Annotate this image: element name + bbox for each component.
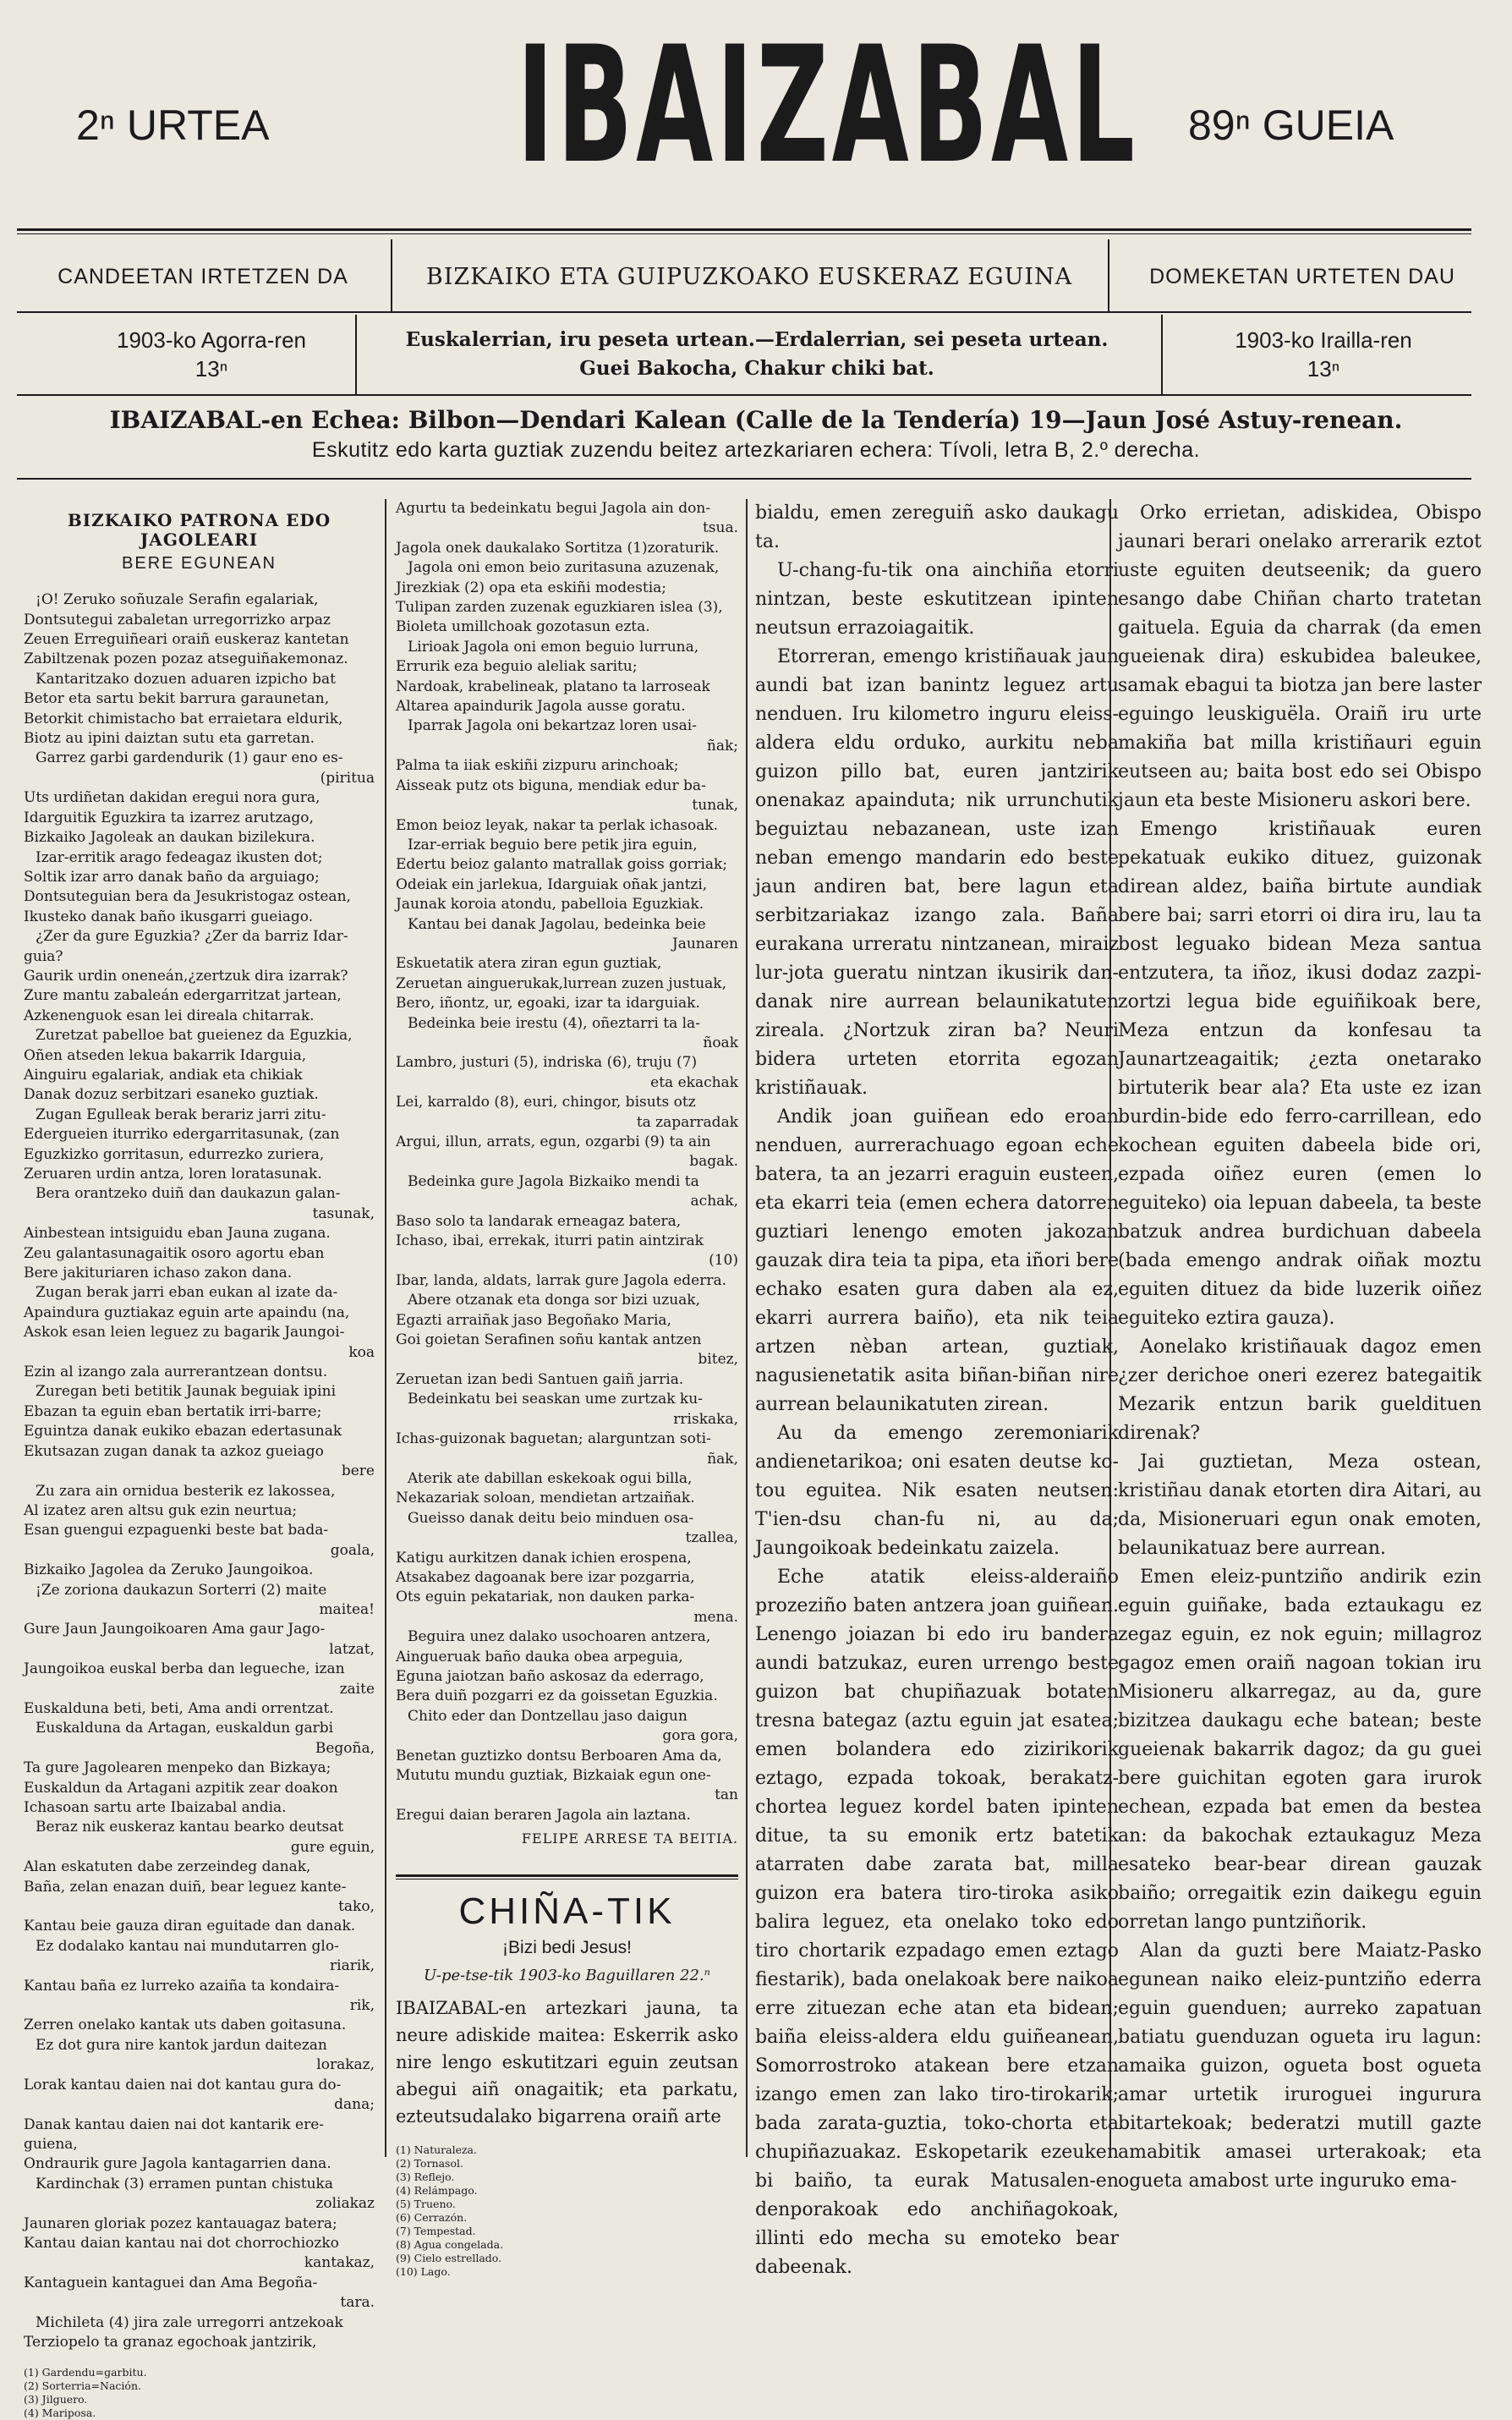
- verse-line: Zeuen Erreguiñeari oraiñ euskeraz kantetan: [24, 631, 349, 649]
- verse-line: kantakaz,: [304, 2254, 375, 2272]
- verse-line: Ondraurik gure Jagola kantagarrien dana.: [24, 2155, 331, 2173]
- verse-line: Jirezkiak (2) opa eta eskiñi modestia;: [396, 579, 667, 596]
- article-paragraph: Au da emengo zeremoniarik andienetarikoa; oni esaten deutse ko-tou eguitea. Nik esaten neutsen: T'ien-dsu chan-fu ni, au da; Jaungoikoak bedeinkatu zaizela.: [755, 1423, 1119, 1559]
- verse-line: zaite: [339, 1680, 375, 1698]
- verse-line: Azkenenguok esan lei direala chitarrak.: [24, 1007, 315, 1024]
- newspaper-title: IBAIZABAL: [517, 12, 1138, 199]
- verse-line: tunak,: [692, 797, 738, 815]
- verse-line: Oñen atseden lekua bakarrik Idarguia,: [24, 1046, 307, 1064]
- verse-line: Ebazan ta eguin eban bertatik irri-barre;: [24, 1402, 322, 1420]
- verse-line: dana;: [334, 2096, 375, 2114]
- verse-line: Ta gure Jagolearen menpeko dan Bizkaya;: [24, 1759, 331, 1777]
- office-address: IBAIZABAL-en Echea: Bilbon—Dendari Kalean (Calle de la Tendería) 19—Jaun José Astuy-renean.: [109, 406, 1403, 434]
- article-paragraph: Alan da guzti bere Maiatz-Pasko egunean naiko eleiz-puntziño ederra eguin guenduen; aurreko zapatuan batiatu guenduzan ogueta iru lagun: amaika guizon, ogueta bost ogueta amar urtetik iruroguei ingurura bitartekoak; bederatzi mutill gazte amabitik amasei urterakoak; eta ogueta amabost urte inguruko ema-: [1118, 1940, 1482, 2192]
- verse-line: Kantau bei danak Jagolau, bedeinka beie: [408, 915, 706, 933]
- verse-line: Lambro, justuri (5), indriska (6), truju (7): [396, 1054, 698, 1072]
- verse-line: guia?: [24, 947, 63, 965]
- verse-line: Izar-erritik arago fedeagaz ikusten dot;: [36, 848, 323, 866]
- verse-line: Bedeinka gure Jagola Bizkaiko mendi ta: [408, 1172, 699, 1190]
- verse-line: Ikusteko danak baño ikusgarri gueiago.: [24, 908, 314, 925]
- band-divider-right: [1108, 239, 1109, 311]
- verse-line: Kantau beie gauza diran eguitade dan danak.: [24, 1918, 356, 1935]
- verse-line: bere: [341, 1462, 375, 1480]
- price-divider-right: [1161, 315, 1163, 395]
- footnote: (10) Lago.: [396, 2264, 451, 2278]
- verse-line: Euskalduna beti, beti, Ama andi orrentzat.: [24, 1699, 334, 1717]
- verse-line: Goi goietan Serafinen soñu kantak antzen: [396, 1331, 702, 1349]
- verse-line: Iparrak Jagola oni bekartzaz loren usai-: [408, 717, 697, 735]
- verse-line: Askok esan leien leguez zu bagarik Jaungoi-: [24, 1324, 345, 1342]
- verse-line: Ichasoan sartu arte Ibaizabal andia.: [24, 1799, 287, 1816]
- verse-line: ¡Ze zoriona daukazun Sorterri (2) maite: [36, 1581, 327, 1599]
- poem-lines-1: [24, 590, 375, 2352]
- verse-line: Dontsuteguian bera da Jesukristogaz ostean,: [24, 888, 351, 906]
- verse-line: Zugan Egulleak berak berariz jarri zitu-: [36, 1106, 326, 1123]
- poem-footnotes-1: [24, 2366, 375, 2420]
- verse-line: (10): [709, 1252, 738, 1270]
- article-paragraph: Andik joan guiñean edo eroan nenduen, aurrerachuago egoan eche batera, ta an jezarri eraguin eusteen, eta ekarri teia (emen echera datorren guztiari lenengo emoten jakozan gauzak dira teia ta pipa, eta iñori bere echako esaten gura daben ala ez, ekarri aurrera baiño), eta nik teia artzen nèban artean, guztiak, nagusienetatik asita biñan-biñan nire aurrean belaunikatuten zirean.: [755, 1106, 1120, 1415]
- verse-line: bitez,: [698, 1351, 738, 1369]
- footnote: (8) Agua congelada.: [396, 2237, 504, 2251]
- verse-line: Biotz au ipini daiztan sutu eta garretan.: [24, 730, 315, 748]
- column-china-letter-1: [755, 499, 1120, 2278]
- verse-line: goala,: [330, 1541, 375, 1559]
- verse-line: Bioleta umillchoak gozotasun ezta.: [396, 618, 650, 636]
- verse-line: Palma ta iiak eskiñi zizpuru arinchoak;: [396, 757, 679, 775]
- verse-line: Begoña,: [315, 1739, 375, 1757]
- verse-line: Eskuetatik atera ziran egun guztiak,: [396, 955, 662, 973]
- verse-line: ¡O! Zeruko soñuzale Serafin egalariak,: [36, 591, 319, 609]
- date-right-month: 1903-ko Irailla-ren: [1235, 327, 1412, 353]
- verse-line: bagak.: [689, 1153, 738, 1171]
- verse-line: Ichaso, ibai, errekak, iturri patin aintzirak: [396, 1232, 704, 1250]
- verse-line: Ainbestean intsiguidu eban Jauna zugana.: [24, 1225, 331, 1243]
- verse-line: Edergueien iturriko edergarritasunak, (zan: [24, 1126, 340, 1144]
- verse-line: Kantaguein kantaguei dan Ama Begoña-: [24, 2274, 318, 2291]
- verse-line: gora gora,: [662, 1727, 738, 1745]
- verse-line: Bere jakituriaren ichaso zakon dana.: [24, 1265, 293, 1282]
- verse-line: Zeruaren urdin antza, loren loratasunak.: [24, 1166, 322, 1183]
- verse-line: Zu zara ain ornidua besterik ez lakossea,: [36, 1482, 336, 1500]
- masthead-rule-thin: [17, 233, 1471, 234]
- verse-line: mena.: [693, 1608, 738, 1626]
- verse-line: Eguzkizko gorritasun, edurrezko zuriera,: [24, 1145, 325, 1163]
- verse-line: Eguintza danak eukiko ebazan edertasunak: [24, 1423, 342, 1440]
- verse-line: Emon beioz leyak, nakar ta perlak ichasoak.: [396, 816, 719, 834]
- verse-line: Errurik eza beguio aleliak saritu;: [396, 658, 638, 676]
- poem-signature: FELIPE ARRESE TA BEITIA.: [521, 1830, 738, 1847]
- verse-line: Zeruetan ainguerukak,lurrean zuzen justuak,: [396, 974, 726, 992]
- verse-line: Aisseak putz ots biguna, mendiak edur ba-: [396, 776, 706, 794]
- verse-line: Jaunaren: [671, 935, 738, 952]
- verse-line: gure eguin,: [290, 1838, 375, 1856]
- band-left: CANDEETAN IRTETZEN DA: [58, 265, 348, 288]
- date-left: [51, 326, 372, 383]
- verse-line: Bedeinkatu bei seaskan ume zurtzak ku-: [408, 1391, 703, 1408]
- footnote: (3) Reflejo.: [396, 2170, 455, 2183]
- verse-line: Benetan guztizko dontsu Berboaren Ama da,: [396, 1747, 722, 1764]
- verse-line: Kantau baña ez lurreko azaiña ta kondaira-: [24, 1977, 340, 1995]
- verse-line: Terziopelo ta granaz egochoak jantzirik,: [24, 2333, 317, 2351]
- footnote: (4) Mariposa.: [24, 2406, 96, 2420]
- letter-paragraph: IBAIZABAL-en artezkari jauna, ta neure adiskide maitea: Eskerrik asko nire lengo eskutitzari eguin zeutsan abegui aiñ onagaitik; eta parkatu, ezteutsudalako bigarrena oraiñ arte: [396, 1997, 738, 2126]
- verse-line: Ots eguin pekatariak, non dauken parka-: [396, 1589, 695, 1606]
- verse-line: tasunak,: [312, 1205, 375, 1222]
- date-left-day: 13ⁿ: [194, 356, 228, 381]
- date-right-day: 13ⁿ: [1307, 356, 1340, 381]
- footnote: (2) Sorterria=Nación.: [24, 2379, 141, 2393]
- verse-line: Kantau daian kantau nai dot chorrochiozko: [24, 2234, 339, 2252]
- verse-line: Bedeinka beie irestu (4), oñeztarri ta la-: [408, 1014, 700, 1032]
- band-rule-bottom: [17, 311, 1471, 313]
- verse-line: Bizkaiko Jagoleak an daukan bizilekura.: [24, 829, 315, 847]
- column-china-letter-2: [1118, 499, 1482, 2192]
- band-right: DOMEKETAN URTETEN DAU: [1149, 265, 1455, 288]
- verse-line: Lirioak Jagola oni emon beguio lurruna,: [408, 638, 699, 656]
- verse-line: Chito eder dan Dontzellau jaso daigun: [408, 1707, 688, 1725]
- band-center: BIZKAIKO ETA GUIPUZKOAKO EUSKERAZ EGUINA: [425, 264, 1073, 290]
- footnote: (2) Tornasol.: [396, 2156, 463, 2170]
- verse-line: Atsakabez dagoanak bere izar pozgarria,: [396, 1568, 695, 1586]
- poem-subheading: BERE EGUNEAN: [122, 553, 277, 573]
- verse-line: Alan eskatuten dabe zerzeindeg danak,: [24, 1858, 311, 1876]
- verse-line: zoliakaz: [315, 2195, 375, 2213]
- column-divider-2: [746, 499, 748, 2157]
- article-paragraph: Emengo kristiñauak euren pekatuak eukiko dituez, guizonak direan aldez, baiña birtute aundiak bere bai; sarri etorri oi dira iru, lau ta bost leguako bidean Meza santua entzutera, ta iñoz, ikusi dodaz zazpi-zortzi legua bide eguiñikoak bere, Meza entzun da konfesau ta Jaunartzeagaitik; ¿ezta onetarako birtuterik bear ala? Eta uste ez izan burdin-bide edo ferro-carrillean, edo kochean eguiten dabeela bide ori, ezpada oiñez euren (emen lo eguiteko) oia lepuan dabeela, ta beste batzuk andrea burdichuan dabeela (bada emengo andrak oiñak moztu eguiten dituez da bide luzerik oiñez eguiteko eztira gauza).: [1118, 819, 1482, 1329]
- verse-line: Katigu aurkitzen danak ichien erospena,: [396, 1549, 692, 1567]
- verse-line: guiena,: [24, 2135, 78, 2153]
- article-paragraph: Emen eleiz-puntziño andirik ezin eguin guiñake, bada eztaukagu ez zegaz eguin, ez nok eguin; millagroz gagoz emen oraiñ nagoan tokian iru Misioneru alkarregaz, au da, gure bizitzea daukagu eche batean; beste gueienak bakarrik dagoz; da gu guei bere guichitan egoten gara irurok echean, ezpada bat emen da bestea an: da bakochak eztaukaguz Meza esateko bear-bear direan gauzak baiño; orregaitik ezin daikegu eguin orretan lango puntziñorik.: [1118, 1567, 1482, 1933]
- poem-lines-2: [396, 499, 738, 1825]
- verse-line: Euskalduna da Artagan, euskaldun garbi: [36, 1720, 334, 1737]
- article-paragraph: U-chang-fu-tik ona ainchiña etorri nintzan, beste eskutitzean ipinten neutsun errazoiagaitik.: [755, 560, 1119, 639]
- verse-line: tan: [715, 1786, 738, 1804]
- verse-line: Ekutsazan zugan danak ta azkoz gueiago: [24, 1442, 324, 1460]
- verse-line: Eregui daian beraren Jagola ain laztana.: [396, 1806, 691, 1824]
- subscription-prices: Euskalerrian, iru peseta urtean.—Erdalerrian, sei peseta urtean.: [405, 328, 1109, 351]
- verse-line: Idarguitik Eguzkira ta izarrez arutzago,: [24, 809, 314, 826]
- verse-line: Tulipan zarden zuzenak eguzkiaren islea (3),: [396, 599, 723, 617]
- verse-line: Uts urdiñetan dakidan eregui nora gura,: [24, 789, 320, 807]
- verse-line: Ichas-guizonak baguetan; alarguntzan soti-: [396, 1430, 711, 1448]
- verse-line: Ez dodalako kantau nai mundutarren glo-: [36, 1937, 339, 1955]
- verse-line: (piritua: [320, 769, 375, 787]
- article-paragraph: Jai guztietan, Meza ostean, kristiñau danak etorten dira Aitari, au da, Misioneruari egun onak emoten, belaunikatuaz bere aurrean.: [1118, 1451, 1482, 1559]
- verse-line: Lorak kantau daien nai dot kantau gura do-: [24, 2076, 342, 2093]
- issue-label: 89ⁿ GUEIA: [1188, 102, 1394, 149]
- china-article-title: CHIÑA-TIK: [458, 1890, 676, 1932]
- verse-line: Jagola oni emon beio zuritasuna azuzenak,: [408, 559, 720, 577]
- footnote: (5) Trueno.: [396, 2197, 456, 2210]
- price-divider-left: [355, 315, 357, 395]
- verse-line: Agurtu ta bedeinkatu begui Jagola ain don-: [396, 500, 711, 517]
- verse-line: rik,: [349, 1997, 375, 2015]
- verse-line: latzat,: [329, 1640, 375, 1658]
- column-poem-part-1: [24, 499, 375, 2420]
- verse-line: lorakaz,: [316, 2056, 375, 2074]
- verse-line: Esan guengui ezpaguenki beste bat bada-: [24, 1522, 329, 1539]
- verse-line: Beraz nik euskeraz kantau bearko deutsat: [36, 1819, 344, 1836]
- verse-line: Apaindura guztiakaz eguin arte apaindu (na,: [24, 1303, 350, 1321]
- article-paragraph: bialdu, emen zereguiñ asko daukagu ta.: [755, 502, 1119, 552]
- verse-line: Gueisso danak deitu beio minduen osa-: [408, 1509, 694, 1527]
- verse-line: Zugan berak jarri eban eukan al izate da-: [36, 1284, 338, 1302]
- verse-line: Baña, zelan enazan duiñ, bear leguez kante-: [24, 1878, 347, 1896]
- verse-line: Jaungoikoa euskal berba dan legueche, izan: [24, 1660, 345, 1678]
- verse-line: Bizkaiko Jagolea da Zeruko Jaungoikoa.: [24, 1561, 314, 1579]
- verse-line: Ez dot gura nire kantok jardun daitezan: [36, 2036, 327, 2054]
- address-rule-bottom: [17, 478, 1471, 480]
- verse-line: tzallea,: [685, 1529, 738, 1547]
- verse-line: Soltik izar arro danak baño da arguiago;: [24, 868, 320, 886]
- verse-line: tako,: [338, 1898, 375, 1916]
- verse-line: Bero, iñontz, ur, egoaki, izar ta idarguiak.: [396, 995, 700, 1012]
- address-rule-top: [17, 394, 1471, 396]
- verse-line: tara.: [340, 2294, 375, 2312]
- footnote: (7) Tempestad.: [396, 2224, 476, 2237]
- verse-line: Izar-erriak beguio bere petik jira eguin,: [408, 836, 698, 853]
- verse-line: Al izatez aren altsu guk ezin neurtua;: [24, 1501, 298, 1519]
- verse-line: Zuregan beti betitik Jaunak beguiak ipini: [36, 1383, 336, 1401]
- china-dateline: U-pe-tse-tik 1903-ko Baguillaren 22.ⁿ: [424, 1967, 710, 1985]
- verse-line: Lei, karraldo (8), euri, chingor, bisuts otz: [396, 1094, 696, 1111]
- footnote: (1) Naturaleza.: [396, 2143, 477, 2156]
- verse-line: Jaunaren gloriak pozez kantauagaz batera;: [24, 2214, 337, 2232]
- verse-line: ñak;: [706, 737, 738, 755]
- verse-line: Danak kantau daien nai dot kantarik ere-: [24, 2115, 325, 2133]
- verse-line: Ibar, landa, aldats, larrak gure Jagola ederra.: [396, 1271, 727, 1289]
- verse-line: Mututu mundu guztiak, Bizkaiak egun one-: [396, 1767, 711, 1784]
- verse-line: Zabiltzenak pozen pozaz atseguiñakemonaz.: [24, 650, 348, 668]
- china-letter-opening: [396, 1995, 738, 2130]
- verse-line: eta ekachak: [650, 1073, 738, 1091]
- verse-line: Dontsutegui zabaletan urregorrizko arpaz: [24, 611, 331, 628]
- verse-line: Beguira unez dalako usochoaren antzera,: [408, 1628, 711, 1646]
- verse-line: ñoak: [703, 1034, 738, 1051]
- verse-line: koa: [348, 1343, 375, 1361]
- verse-line: Nekazariak soloan, mendietan artzaiñak.: [396, 1490, 695, 1507]
- verse-line: Abere otzanak eta donga sor bizi uzuak,: [408, 1292, 700, 1309]
- masthead: [0, 0, 1512, 245]
- column-divider-1: [385, 499, 386, 2157]
- footnote: (4) Relámpago.: [396, 2183, 478, 2197]
- footnote: (3) Jilguero.: [24, 2393, 88, 2406]
- verse-line: Kantaritzako dozuen aduaren izpicho bat: [36, 670, 336, 688]
- issue-price: Guei Bakocha, Chakur chiki bat.: [579, 357, 934, 380]
- verse-line: Aingueruak baño dauka obea arpeguia,: [396, 1648, 683, 1665]
- verse-line: tsua.: [702, 519, 738, 537]
- verse-line: Edertu beioz galanto matrallak goiss gorriak;: [396, 856, 728, 874]
- verse-line: Kardinchak (3) erramen puntan chistuka: [36, 2175, 333, 2192]
- verse-line: Betor eta sartu bekit barrura garaunetan,: [24, 690, 330, 708]
- verse-line: Nardoak, krabelineak, platano ta larroseak: [396, 678, 710, 695]
- verse-line: Egazti arraiñak jaso Begoñako Maria,: [396, 1311, 671, 1329]
- verse-line: maitea!: [319, 1600, 375, 1618]
- verse-line: Michileta (4) jira zale urregorri antzekoak: [36, 2313, 343, 2331]
- footnote: (6) Cerrazón.: [396, 2210, 468, 2224]
- date-right: [1167, 326, 1480, 383]
- verse-line: achak,: [690, 1193, 738, 1210]
- verse-line: ¿Zer da gure Eguzkia? ¿Zer da barriz Idar-: [36, 928, 348, 946]
- verse-line: Jagola onek daukalako Sortitza (1)zoraturik.: [396, 539, 720, 557]
- verse-line: Zuretzat pabelloe bat gueienez da Eguzkia,: [36, 1027, 353, 1045]
- verse-line: Zerren onelako kantak uts daben goitasuna.: [24, 2017, 347, 2034]
- footnote: (9) Cielo estrellado.: [396, 2251, 502, 2264]
- verse-line: Altarea apaindurik Jagola ausse goratu.: [396, 698, 686, 716]
- verse-line: Betorkit chimistacho bat erraietara eldurik,: [24, 710, 343, 727]
- verse-line: Euskaldun da Artagani azpitik zear doakon: [24, 1779, 338, 1797]
- article-paragraph: Eche atatik eleiss-alderaiño prozeziño baten antzera joan guiñean. Lenengo joiazan bi edo iru bandera aundi batzukaz, euren urrengo beste guizon bat chupiñazuak botaten tresna bategaz (aztu eguin jat esatea; emen bolandera edo zizirikorik eztago, ezpada tokoak, berakatz-chortea leguez kordel baten ipinten ditue, ta su emonik ertz batetik atarraten dabe zarata bat, milla guizon era batera tiro-tiroka asiko balira leguez, eta onelako toko edo tiro chortarik ezpadago emen eztago fiestarik), bada onelakoak bere naikoa erre zituezan eche atan eta bidean; baiña eleiss-aldera eldu guiñeanean, Somorrostroko atakean bere etzan izango emen zan lako tiro-tirokarik; bada zarata-guztia, toko-chorta eta chupiñazuakaz. Eskopetarik ezeuken bi baiño, ta eurak Matusalen-en denporakoak edo anchiñagokoak, illinti edo mecha su emoteko bear dabeenak.: [755, 1567, 1119, 2278]
- verse-line: Bera duiñ pozgarri ez da goissetan Eguzkia.: [396, 1687, 718, 1705]
- verse-line: Argui, illun, arrats, egun, ozgarbi (9) ta ain: [396, 1133, 711, 1150]
- verse-line: Ezin al izango zala aurrerantzean dontsu.: [24, 1364, 328, 1381]
- verse-line: Jaunak koroia atondu, pabelloia Eguzkiak.: [396, 896, 704, 914]
- verse-line: Odeiak ein jarlekua, Idarguiak oñak jantzi,: [396, 875, 708, 893]
- verse-line: riarik,: [330, 1957, 375, 1975]
- china-greeting: ¡Bizi bedi Jesus!: [502, 1938, 632, 1958]
- article-paragraph: Aonelako kristiñauak dagoz emen ¿zer derichoe oneri ezerez bategaitik Mezarik entzun barik gueldituen direnak?: [1118, 1336, 1482, 1444]
- verse-line: Gaurik urdin oneneán,¿zertzuk dira izarrak?: [24, 967, 348, 985]
- volume-label: 2ⁿ URTEA: [76, 102, 270, 149]
- band-divider-left: [391, 239, 392, 311]
- poem-heading: BIZKAIKO PATRONA EDO JAGOLEARI: [67, 510, 331, 551]
- verse-line: Zure mantu zabaleán edergarritzat jartean,: [24, 987, 342, 1005]
- verse-line: Eguna jaiotzan baño askosaz da ederrago,: [396, 1667, 704, 1685]
- verse-line: Baso solo ta landarak erneagaz batera,: [396, 1212, 682, 1230]
- verse-line: rriskaka,: [673, 1410, 738, 1428]
- masthead-rule-top: [17, 228, 1471, 231]
- date-left-month: 1903-ko Agorra-ren: [116, 327, 307, 353]
- column-poem-part-2: [396, 499, 738, 2278]
- verse-line: ñak,: [707, 1450, 738, 1468]
- article-paragraph: Etorreran, emengo kristiñauak jaun aundi bat izan banintz leguez artu nenduen. Iru kilometro inguru eleiss-aldera eldu orduko, aurkitu neba guizon pillo bat, euren jantzirik onenakaz apainduta; nik urrunchutik beguiztau nebazanean, uste izan neban emengo mandarin edo beste jaun andiren bat, bere lagun eta serbitzariakaz izango zala. Baña eurakana urreratu nintzanean, miraiz lur-jota gueratu nintzan ikusirik dan-danak nire aurrean belaunikatuten zireala. ¿Nortzuk ziran ba? Neuri bidera urteten etorrita egozan kristiñauak.: [755, 646, 1119, 1099]
- verse-line: Zeruetan izan bedi Santuen gaiñ jarria.: [396, 1370, 684, 1388]
- mail-instructions: Eskutitz edo karta guztiak zuzendu beitez artezkariaren echera: Tívoli, letra B, 2.º derecha.: [311, 438, 1201, 462]
- verse-line: ta zaparradak: [636, 1113, 738, 1131]
- footnote: (1) Gardendu=garbitu.: [24, 2366, 147, 2379]
- verse-line: Gure Jaun Jaungoikoaren Ama gaur Jago-: [24, 1621, 326, 1638]
- verse-line: Aterik ate dabillan eskekoak ogui billa,: [408, 1469, 693, 1487]
- verse-line: Garrez garbi gardendurik (1) gaur eno es-: [36, 749, 343, 767]
- article-paragraph: Orko errietan, adiskidea, Obispo jaunari berari onelako arrerarik eztot uste eguiten deutseenik; da guero esango dabe Chiñan charto tratetan gaituela. Eguia da charrak (da emen gueienak dira) eskubidea baleukee, samak ebagui ta biotza jan bere laster eguingo leuskiguëla. Oraiñ iru urte makiña bat milla kristiñauri eguin eutseen au; baita bost edo sei Obispo jaun eta beste Misioneru askori bere.: [1118, 502, 1482, 811]
- poem-footnotes-2: [396, 2143, 738, 2279]
- verse-line: Danak dozuz serbitzari esaneko guztiak.: [24, 1086, 319, 1104]
- verse-line: Zeu galantasunagaitik osoro agortu eban: [24, 1244, 325, 1262]
- section-separator: [396, 1874, 738, 1877]
- verse-line: Bera orantzeko duiñ dan daukazun galan-: [36, 1185, 341, 1203]
- verse-line: Ainguiru egalariak, andiak eta chikiak: [24, 1066, 303, 1084]
- subscription-info: [364, 326, 1150, 383]
